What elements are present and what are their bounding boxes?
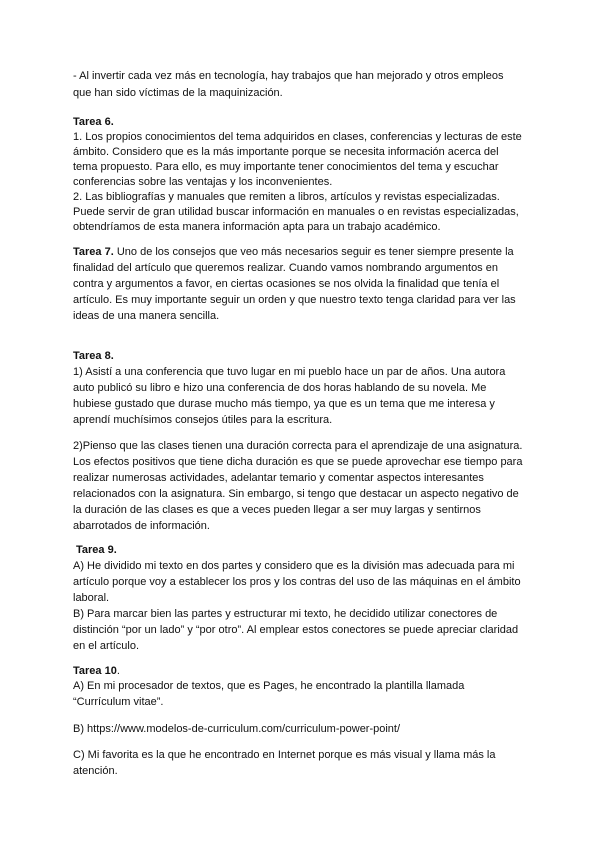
tarea-6-line: tema propuesto. Para ello, es muy importante tener conocimientos del tema y escuchar xyxy=(73,161,499,173)
tarea-6-line: conferencias sobre las ventajas y los inconvenientes. xyxy=(73,176,333,188)
tarea-6-line: 1. Los propios conocimientos del tema adquiridos en clases, conferencias y lecturas de este xyxy=(73,131,522,143)
tarea-10-line: A) En mi procesador de textos, que es Pages, he encontrado la plantilla llamada xyxy=(73,680,465,692)
tarea-7-line: ideas de una manera sencilla. xyxy=(73,310,220,322)
tarea-7-line: finalidad del artículo que queremos realizar. Cuando vamos nombrando argumentos en xyxy=(73,262,498,274)
tarea-6-heading: Tarea 6. xyxy=(73,116,114,128)
tarea-8-line: realizar numerosas actividades, adelantar temario y comentar aspectos interesantes xyxy=(73,472,484,484)
tarea-6-line: obtendríamos de esta manera información apta para un trabajo académico. xyxy=(73,221,441,233)
tarea-8-heading: Tarea 8. xyxy=(73,350,114,362)
tarea-6-line: Puede servir de gran utilidad buscar información en manuales o en revistas especializadas, xyxy=(73,206,519,218)
tarea-9-line: B) Para marcar bien las partes y estructurar mi texto, he decidido utilizar conectores de xyxy=(73,608,498,620)
tarea-9-line: A) He dividido mi texto en dos partes y considero que es la división mas adecuada para mi xyxy=(73,560,515,572)
tarea-9-line: artículo porque voy a establecer los pros y los contras del uso de las máquinas en el ámbito xyxy=(73,576,521,588)
tarea-6-line: ámbito. Considero que es la más importante porque se necesita información acerca del xyxy=(73,146,499,158)
tarea-8-line: Los efectos positivos que tiene dicha duración es que se puede aprovechar ese tiempo para xyxy=(73,456,523,468)
tarea-9-line: laboral. xyxy=(73,592,110,604)
tarea-8-line: hubiese gustado que durase mucho más tiempo, ya que es un tema que me interesa y xyxy=(73,398,495,410)
tarea-9-line: en el artículo. xyxy=(73,640,140,652)
tarea-7-line: artículo. Es muy importante seguir un orden y que nuestro texto tenga claridad para ver las xyxy=(73,294,516,306)
tarea-7-line: Uno de los consejos que veo más necesarios seguir es tener siempre presente la xyxy=(113,246,514,258)
tarea-8-line: relacionados con la asignatura. Sin embargo, si tengo que destacar un aspecto negativo de xyxy=(73,488,519,500)
tarea-8-line: 2)Pienso que las clases tienen una duración correcta para el aprendizaje de una asignatura. xyxy=(73,440,523,452)
tarea-10-heading: Tarea 10 xyxy=(73,665,117,677)
tarea-9-line: distinción “por un lado” y “por otro”. Al emplear estos conectores se puede apreciar claridad xyxy=(73,624,519,636)
tarea-10-url-line: B) https://www.modelos-de-curriculum.com/curriculum-power-point/ xyxy=(73,723,401,735)
tarea-8-line: auto publicó su libro e hizo una conferencia de dos horas hablando de su novela. Me xyxy=(73,382,487,394)
tarea-8-line: la duración de las clases es que a veces pueden llegar a ser muy largas y sentirnos xyxy=(73,504,481,516)
intro-line: que han sido víctimas de la maquinización. xyxy=(73,87,283,99)
tarea-8-line: aprendí muchísimos consejos útiles para la escritura. xyxy=(73,414,333,426)
intro-line: - Al invertir cada vez más en tecnología, hay trabajos que han mejorado y otros empleos xyxy=(73,70,504,82)
tarea-7-paragraph xyxy=(73,245,514,260)
tarea-7-line: contra y argumentos a favor, en ciertas ocasiones se nos olvida la finalidad que tenía el xyxy=(73,278,500,290)
tarea-10-heading-line xyxy=(73,664,120,679)
tarea-9-heading: Tarea 9. xyxy=(76,544,117,556)
tarea-6-line: 2. Las bibliografías y manuales que remiten a libros, artículos y revistas especializadas. xyxy=(73,191,500,203)
tarea-10-line: C) Mi favorita es la que he encontrado en Internet porque es más visual y llama más la xyxy=(73,749,496,761)
tarea-10-line: “Currículum vitae”. xyxy=(73,696,164,708)
tarea-10-line: atención. xyxy=(73,765,118,777)
tarea-8-line: abarrotados de información. xyxy=(73,520,210,532)
tarea-10-heading-period: . xyxy=(116,665,120,677)
tarea-8-line: 1) Asistí a una conferencia que tuvo lugar en mi pueblo hace un par de años. Una autora xyxy=(73,366,506,378)
tarea-7-heading: Tarea 7. xyxy=(73,246,114,258)
